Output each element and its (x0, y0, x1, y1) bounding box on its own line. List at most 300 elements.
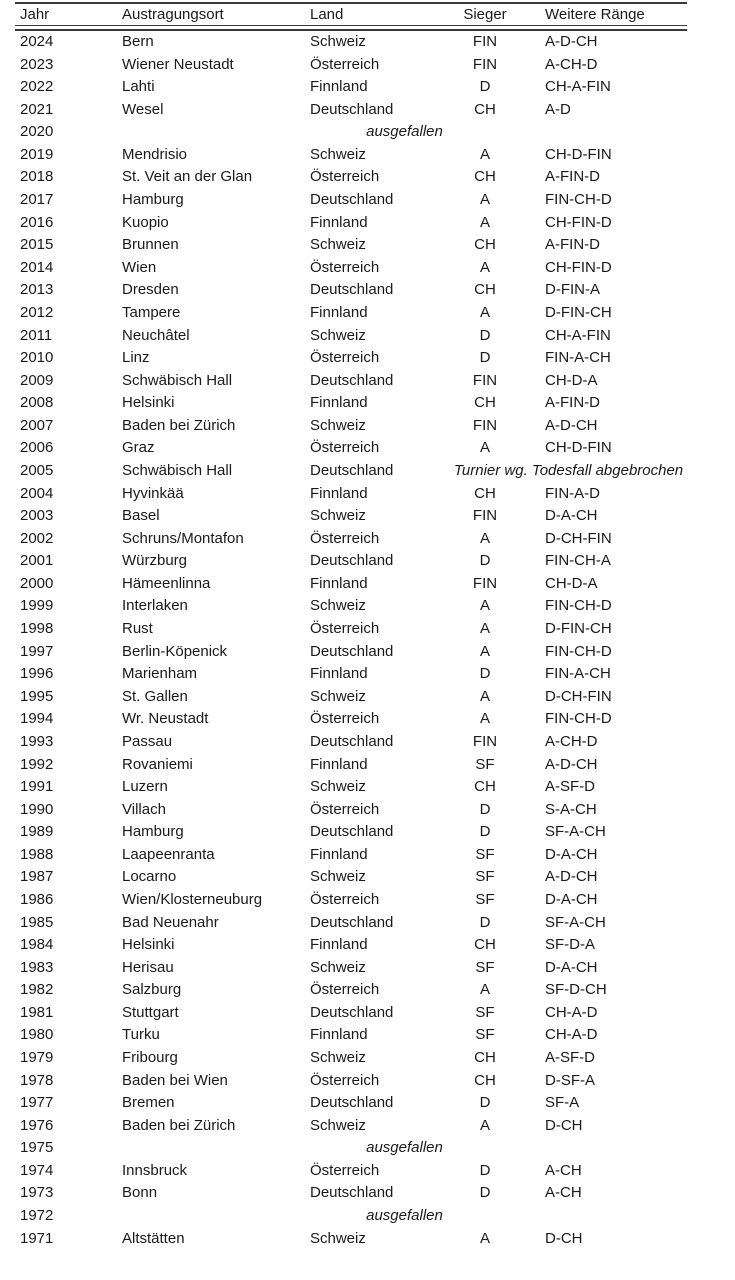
ranks-cell: CH-FIN-D (545, 258, 612, 276)
venue-cell: Hamburg (122, 191, 184, 209)
year-cell: 2020 (20, 123, 54, 141)
ranks-cell: A-CH-D (545, 732, 598, 750)
year-cell: 1978 (20, 1071, 54, 1089)
year-cell: 1976 (20, 1116, 54, 1134)
venue-cell: Luzern (122, 778, 168, 796)
ranks-cell: A-CH (545, 1184, 582, 1202)
year-cell: 1999 (20, 597, 54, 615)
ranks-cell: A-FIN-D (545, 168, 600, 186)
country-cell: Deutschland (310, 371, 394, 389)
ranks-cell: D-A-CH (545, 958, 598, 976)
table-row (15, 1047, 687, 1070)
table-row (15, 686, 687, 709)
country-cell: Deutschland (310, 1184, 394, 1202)
winner-cell: SF (475, 890, 495, 908)
venue-cell: Baden bei Zürich (122, 416, 236, 434)
venue-cell: Wien (122, 258, 157, 276)
country-cell: Österreich (310, 168, 380, 186)
year-cell: 2021 (20, 100, 54, 118)
country-cell: Schweiz (310, 33, 366, 50)
winner-cell: CH (474, 1049, 496, 1067)
country-cell: Österreich (310, 981, 380, 999)
table-row (15, 799, 687, 822)
country-cell: Schweiz (310, 1049, 366, 1067)
table-row (15, 189, 687, 212)
year-cell: 1992 (20, 755, 54, 773)
winner-cell: A (479, 213, 490, 231)
winner-cell: FIN (472, 732, 498, 750)
country-cell: Finnland (310, 303, 368, 321)
table-row (15, 347, 687, 370)
year-cell: 1982 (20, 981, 54, 999)
winner-cell: FIN (472, 55, 498, 73)
venue-cell: Hyvinkää (122, 484, 184, 502)
year-cell: 2019 (20, 145, 54, 163)
country-cell: Finnland (310, 845, 368, 863)
table-row (15, 1024, 687, 1047)
year-cell: 2005 (20, 461, 54, 479)
year-cell: 2003 (20, 507, 54, 525)
winner-cell: D (479, 665, 491, 683)
ranks-cell: FIN-A-CH (545, 349, 611, 367)
winner-cell: A (479, 258, 490, 276)
winner-cell: CH (474, 936, 496, 954)
country-cell: Deutschland (310, 913, 394, 931)
column-header-weitere-raenge: Weitere Ränge (545, 6, 645, 23)
ranks-cell: FIN-CH-D (545, 642, 612, 660)
venue-cell: Tampere (122, 303, 181, 321)
ranks-cell: CH-A-D (545, 1003, 598, 1021)
country-cell: Finnland (310, 574, 368, 592)
table-row (15, 483, 687, 506)
year-cell: 1973 (20, 1184, 54, 1202)
winner-cell: A (479, 710, 490, 728)
winner-cell: SF (475, 868, 495, 886)
results-table (15, 2, 687, 1250)
year-cell: 1988 (20, 845, 54, 863)
table-row (15, 1070, 687, 1093)
ranks-cell: A-D (545, 100, 571, 118)
year-cell: 2006 (20, 439, 54, 457)
country-cell: Schweiz (310, 236, 366, 254)
country-cell: Deutschland (310, 191, 394, 209)
table-row (15, 754, 687, 777)
ranks-cell: A-D-CH (545, 33, 598, 50)
venue-cell: Herisau (122, 958, 174, 976)
country-cell: Finnland (310, 665, 368, 683)
winner-cell: SF (475, 755, 495, 773)
winner-cell: D (479, 823, 491, 841)
ranks-cell: D-A-CH (545, 507, 598, 525)
venue-cell: Wesel (122, 100, 164, 118)
country-cell: Österreich (310, 620, 380, 638)
year-cell: 1991 (20, 778, 54, 796)
country-cell: Finnland (310, 78, 368, 96)
venue-cell: Wiener Neustadt (122, 55, 234, 73)
winner-cell: SF (475, 1003, 495, 1021)
country-cell: Österreich (310, 529, 380, 547)
country-cell: Schweiz (310, 958, 366, 976)
year-cell: 1980 (20, 1026, 54, 1044)
winner-cell: SF (475, 1026, 495, 1044)
ranks-cell: FIN-CH-D (545, 597, 612, 615)
table-row (15, 415, 687, 438)
ranks-cell: A-FIN-D (545, 236, 600, 254)
table-row (15, 979, 687, 1002)
winner-cell: D (479, 349, 491, 367)
ranks-cell: CH-A-FIN (545, 78, 611, 96)
winner-cell: FIN (472, 33, 498, 50)
winner-cell: A (479, 981, 490, 999)
venue-cell: Altstätten (122, 1229, 185, 1247)
winner-cell: A (479, 303, 490, 321)
ranks-cell: CH-D-A (545, 574, 598, 592)
table-row (15, 325, 687, 348)
country-cell: Österreich (310, 1071, 380, 1089)
table-row (15, 1092, 687, 1115)
year-cell: 2007 (20, 416, 54, 434)
ranks-cell: A-D-CH (545, 416, 598, 434)
winner-cell: A (479, 597, 490, 615)
ranks-cell: SF-A-CH (545, 823, 606, 841)
table-row (15, 1115, 687, 1138)
country-cell: Österreich (310, 349, 380, 367)
country-cell: Österreich (310, 439, 380, 457)
year-cell: 1987 (20, 868, 54, 886)
country-cell: Finnland (310, 936, 368, 954)
year-cell: 2023 (20, 55, 54, 73)
ranks-cell: A-FIN-D (545, 394, 600, 412)
year-cell: 2002 (20, 529, 54, 547)
ranks-cell: D-CH-FIN (545, 687, 612, 705)
table-row (15, 121, 687, 144)
venue-cell: Mendrisio (122, 145, 188, 163)
venue-cell: Wr. Neustadt (122, 710, 209, 728)
table-row (15, 889, 687, 912)
country-cell: Deutschland (310, 1094, 394, 1112)
country-cell: Deutschland (310, 281, 394, 299)
country-cell: Deutschland (310, 461, 394, 479)
venue-cell: Salzburg (122, 981, 182, 999)
country-cell: Finnland (310, 484, 368, 502)
ranks-cell: D-CH (545, 1229, 583, 1247)
year-cell: 1990 (20, 800, 54, 818)
country-cell: Schweiz (310, 1116, 366, 1134)
winner-cell: A (479, 145, 490, 163)
table-row (15, 663, 687, 686)
winner-cell: A (479, 1116, 490, 1134)
venue-cell: Graz (122, 439, 155, 457)
year-cell: 2016 (20, 213, 54, 231)
country-cell: Schweiz (310, 1229, 366, 1247)
country-cell: Deutschland (310, 732, 394, 750)
winner-cell: CH (474, 1071, 496, 1089)
winner-cell: CH (474, 484, 496, 502)
venue-cell: St. Gallen (122, 687, 188, 705)
venue-cell: Locarno (122, 868, 177, 886)
note-cell: ausgefallen (366, 1139, 443, 1157)
table-row (15, 934, 687, 957)
winner-cell: CH (474, 100, 496, 118)
venue-cell: Bonn (122, 1184, 158, 1202)
table-row (15, 166, 687, 189)
table-row (15, 370, 687, 393)
winner-cell: SF (475, 845, 495, 863)
venue-cell: Fribourg (122, 1049, 178, 1067)
year-cell: 1975 (20, 1139, 54, 1157)
year-cell: 2010 (20, 349, 54, 367)
table-row (15, 1137, 687, 1160)
venue-cell: St. Veit an der Glan (122, 168, 253, 186)
venue-cell: Innsbruck (122, 1161, 188, 1179)
country-cell: Finnland (310, 394, 368, 412)
ranks-cell: FIN-A-CH (545, 665, 611, 683)
venue-cell: Wien/Klosterneuburg (122, 890, 263, 908)
year-cell: 2024 (20, 33, 54, 50)
year-cell: 1971 (20, 1229, 54, 1247)
winner-cell: FIN (472, 574, 498, 592)
column-header-sieger: Sieger (463, 6, 507, 23)
table-row (15, 437, 687, 460)
year-cell: 1972 (20, 1207, 54, 1225)
column-header-jahr: Jahr (20, 6, 50, 23)
venue-cell: Baden bei Wien (122, 1071, 228, 1089)
venue-cell: Marienham (122, 665, 198, 683)
country-cell: Deutschland (310, 1003, 394, 1021)
winner-cell: D (479, 78, 491, 96)
venue-cell: Basel (122, 507, 160, 525)
venue-cell: Bad Neuenahr (122, 913, 219, 931)
year-cell: 1996 (20, 665, 54, 683)
country-cell: Deutschland (310, 823, 394, 841)
ranks-cell: CH-D-FIN (545, 439, 612, 457)
ranks-cell: CH-D-FIN (545, 145, 612, 163)
venue-cell: Berlin-Köpenick (122, 642, 228, 660)
venue-cell: Kuopio (122, 213, 169, 231)
year-cell: 1998 (20, 620, 54, 638)
winner-cell: D (479, 800, 491, 818)
ranks-cell: S-A-CH (545, 800, 597, 818)
table-row (15, 257, 687, 280)
winner-cell: FIN (472, 416, 498, 434)
winner-cell: A (479, 620, 490, 638)
ranks-cell: FIN-A-D (545, 484, 600, 502)
ranks-cell: A-D-CH (545, 755, 598, 773)
winner-cell: A (479, 687, 490, 705)
year-cell: 2008 (20, 394, 54, 412)
table-row (15, 957, 687, 980)
venue-cell: Würzburg (122, 552, 188, 570)
country-cell: Österreich (310, 1161, 380, 1179)
winner-cell: CH (474, 394, 496, 412)
venue-cell: Hämeenlinna (122, 574, 211, 592)
table-row (15, 641, 687, 664)
table-body (15, 31, 687, 1250)
ranks-cell: FIN-CH-A (545, 552, 611, 570)
table-row (15, 99, 687, 122)
table-row (15, 844, 687, 867)
year-cell: 1981 (20, 1003, 54, 1021)
ranks-cell: A-SF-D (545, 1049, 595, 1067)
country-cell: Schweiz (310, 687, 366, 705)
ranks-cell: CH-A-D (545, 1026, 598, 1044)
year-cell: 1995 (20, 687, 54, 705)
year-cell: 2013 (20, 281, 54, 299)
winner-cell: D (479, 552, 491, 570)
year-cell: 1994 (20, 710, 54, 728)
year-cell: 2011 (20, 326, 53, 344)
winner-cell: FIN (472, 371, 498, 389)
table-row (15, 1228, 687, 1251)
venue-cell: Rovaniemi (122, 755, 193, 773)
winner-cell: CH (474, 236, 496, 254)
ranks-cell: FIN-CH-D (545, 710, 612, 728)
winner-cell: FIN (472, 507, 498, 525)
ranks-cell: A-SF-D (545, 778, 595, 796)
table-row (15, 302, 687, 325)
ranks-cell: D-FIN-CH (545, 303, 612, 321)
country-cell: Österreich (310, 800, 380, 818)
country-cell: Österreich (310, 258, 380, 276)
venue-cell: Helsinki (122, 394, 175, 412)
venue-cell: Passau (122, 732, 173, 750)
year-cell: 1974 (20, 1161, 54, 1179)
ranks-cell: D-CH-FIN (545, 529, 612, 547)
ranks-cell: A-D-CH (545, 868, 598, 886)
table-row (15, 528, 687, 551)
table-row (15, 912, 687, 935)
ranks-cell: CH-A-FIN (545, 326, 611, 344)
venue-cell: Interlaken (122, 597, 188, 615)
venue-cell: Schwäbisch Hall (122, 461, 233, 479)
country-cell: Schweiz (310, 778, 366, 796)
venue-cell: Helsinki (122, 936, 175, 954)
table-row (15, 618, 687, 641)
country-cell: Finnland (310, 1026, 368, 1044)
ranks-cell: D-SF-A (545, 1071, 595, 1089)
venue-cell: Schruns/Montafon (122, 529, 244, 547)
table-row (15, 392, 687, 415)
venue-cell: Hamburg (122, 823, 184, 841)
venue-cell: Neuchâtel (122, 326, 190, 344)
venue-cell: Brunnen (122, 236, 179, 254)
winner-cell: A (479, 642, 490, 660)
country-cell: Schweiz (310, 597, 366, 615)
year-cell: 2014 (20, 258, 54, 276)
year-cell: 1993 (20, 732, 54, 750)
country-cell: Deutschland (310, 552, 394, 570)
table-row (15, 76, 687, 99)
winner-cell: A (479, 191, 490, 209)
venue-cell: Bremen (122, 1094, 175, 1112)
winner-cell: D (479, 326, 491, 344)
winner-cell: CH (474, 778, 496, 796)
year-cell: 1986 (20, 890, 54, 908)
note-cell: Turnier wg. Todesfall abgebrochen (453, 461, 684, 479)
country-cell: Schweiz (310, 416, 366, 434)
table-row (15, 505, 687, 528)
year-cell: 1997 (20, 642, 54, 660)
table-row (15, 550, 687, 573)
venue-cell: Linz (122, 349, 150, 367)
year-cell: 2009 (20, 371, 54, 389)
table-row (15, 866, 687, 889)
winner-cell: A (479, 439, 490, 457)
table-row (15, 1160, 687, 1183)
table-row (15, 776, 687, 799)
country-cell: Deutschland (310, 100, 394, 118)
ranks-cell: SF-D-CH (545, 981, 607, 999)
ranks-cell: SF-A (545, 1094, 580, 1112)
ranks-cell: D-CH (545, 1116, 583, 1134)
ranks-cell: SF-A-CH (545, 913, 606, 931)
ranks-cell: A-CH-D (545, 55, 598, 73)
year-cell: 1979 (20, 1049, 54, 1067)
venue-cell: Villach (122, 800, 166, 818)
year-cell: 2012 (20, 303, 54, 321)
country-cell: Finnland (310, 213, 368, 231)
year-cell: 2001 (20, 552, 54, 570)
country-cell: Österreich (310, 710, 380, 728)
year-cell: 1985 (20, 913, 54, 931)
venue-cell: Laapeenranta (122, 845, 215, 863)
venue-cell: Turku (122, 1026, 160, 1044)
table-row (15, 731, 687, 754)
table-row (15, 1002, 687, 1025)
note-cell: ausgefallen (366, 123, 443, 141)
country-cell: Österreich (310, 55, 380, 73)
venue-cell: Dresden (122, 281, 179, 299)
column-header-land: Land (310, 6, 344, 23)
year-cell: 1989 (20, 823, 54, 841)
year-cell: 1983 (20, 958, 54, 976)
venue-cell: Schwäbisch Hall (122, 371, 233, 389)
country-cell: Österreich (310, 890, 380, 908)
ranks-cell: A-CH (545, 1161, 582, 1179)
year-cell: 2017 (20, 191, 54, 209)
winner-cell: D (479, 1094, 491, 1112)
note-cell: ausgefallen (366, 1207, 443, 1225)
venue-cell: Bern (122, 33, 154, 50)
winner-cell: D (479, 1161, 491, 1179)
ranks-cell: CH-FIN-D (545, 213, 612, 231)
winner-cell: SF (475, 958, 495, 976)
table-row (15, 144, 687, 167)
ranks-cell: FIN-CH-D (545, 191, 612, 209)
country-cell: Finnland (310, 755, 368, 773)
table-row (15, 54, 687, 77)
ranks-cell: D-FIN-CH (545, 620, 612, 638)
column-header-austragungsort: Austragungsort (122, 6, 224, 23)
year-cell: 1984 (20, 936, 54, 954)
venue-cell: Baden bei Zürich (122, 1116, 236, 1134)
table-row (15, 821, 687, 844)
ranks-cell: D-FIN-A (545, 281, 600, 299)
table-row (15, 212, 687, 235)
table-row (15, 708, 687, 731)
winner-cell: D (479, 913, 491, 931)
winner-cell: D (479, 1184, 491, 1202)
year-cell: 2022 (20, 78, 54, 96)
ranks-cell: SF-D-A (545, 936, 595, 954)
winner-cell: CH (474, 168, 496, 186)
year-cell: 2004 (20, 484, 54, 502)
ranks-cell: D-A-CH (545, 890, 598, 908)
year-cell: 2015 (20, 236, 54, 254)
country-cell: Schweiz (310, 868, 366, 886)
venue-cell: Rust (122, 620, 153, 638)
winner-cell: A (479, 1229, 490, 1247)
